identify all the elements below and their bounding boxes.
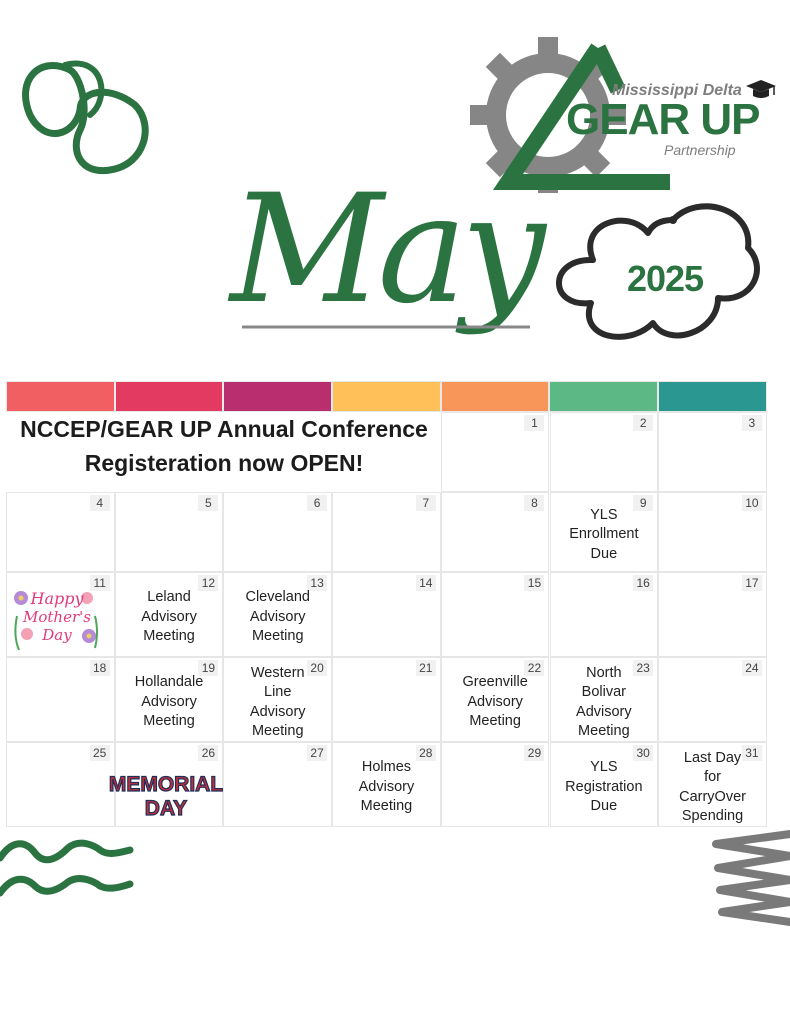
day-number: 7 [416,495,436,511]
day-cell [115,572,224,657]
day-number: 12 [198,575,218,591]
day-number: 9 [633,495,653,511]
year-label: 2025 [626,258,704,299]
event-text: Hollandale Advisory Meeting [134,674,204,730]
day-number: 2 [633,415,653,431]
day-number: 4 [90,495,110,511]
day-number: 17 [742,575,762,591]
sticker-text-day: DAY [144,797,187,820]
day-cell [332,492,441,572]
green-loop-doodle [10,50,160,185]
day-number: 22 [524,660,544,676]
day-number: 16 [633,575,653,591]
day-number: 26 [198,745,218,761]
day-number: 14 [416,575,436,591]
green-zigzag-doodle [0,838,140,900]
day-number: 15 [524,575,544,591]
mothers-day-sticker-icon [11,576,103,654]
memorial-day-sticker-icon [108,769,223,821]
day-number: 21 [416,660,436,676]
month-underline [242,325,532,329]
day-cell [550,742,659,827]
banner-line-2: Registeration now OPEN! [84,450,364,476]
day-cell [441,492,550,572]
event-text: Leland Advisory Meeting [141,589,197,645]
event-text: Last Day for CarryOver Spending [679,749,746,824]
event-text: North Bolivar Advisory Meeting [576,664,632,739]
logo-name-text: GEAR UP [566,95,760,144]
day-cell [332,572,441,657]
day-cell [658,572,767,657]
calendar-grid [6,381,767,412]
day-number: 24 [742,660,762,676]
gray-scribble-doodle [712,826,790,934]
sticker-text-memorial: MEMORIAL [108,773,223,796]
day-cell [115,492,224,572]
day-number: 5 [198,495,218,511]
day-number: 8 [524,495,544,511]
day-cell [223,572,332,657]
event-text: Cleveland Advisory Meeting [245,589,310,645]
color-band-6 [549,381,658,412]
color-band-3 [223,381,332,412]
month-title: May [230,163,540,337]
day-cell [441,657,550,742]
day-number: 27 [307,745,327,761]
day-cell [6,572,115,657]
day-cell [550,412,659,492]
day-number: 29 [524,745,544,761]
day-cell [441,742,550,827]
logo-org-text: Mississippi Delta [612,82,742,99]
color-band-1 [6,381,115,412]
day-number: 13 [307,575,327,591]
day-cell [115,657,224,742]
day-number: 6 [307,495,327,511]
day-cell [6,742,115,827]
sticker-text-1: Happy [30,589,84,608]
day-number: 3 [742,415,762,431]
day-cell [658,492,767,572]
color-header-row [6,381,767,412]
day-number: 11 [90,575,110,591]
day-cell [223,742,332,827]
event-text: YLS Registration Due [565,759,643,815]
day-number: 23 [633,660,653,676]
color-band-5 [441,381,550,412]
banner-line-1: NCCEP/GEAR UP Annual Conference [20,416,428,442]
day-number: 30 [633,745,653,761]
day-cell [332,742,441,827]
sticker-text-3: Day [42,626,72,644]
color-band-2 [115,381,224,412]
day-number: 1 [524,415,544,431]
sticker-text-2: Mother's [23,608,91,626]
event-text: YLS Enrollment Due [569,506,639,562]
day-cell [223,657,332,742]
day-cell [550,572,659,657]
color-band-4 [332,381,441,412]
day-cell [6,492,115,572]
day-cell [550,657,659,742]
day-cell [658,742,767,827]
day-number: 10 [742,495,762,511]
day-number: 31 [742,745,762,761]
day-cell [658,412,767,492]
day-number: 28 [416,745,436,761]
day-cell [441,412,550,492]
event-text: Holmes Advisory Meeting [358,759,415,815]
day-cell [6,657,115,742]
event-text: Greenville Advisory Meeting [462,674,528,730]
day-cell [658,657,767,742]
day-number: 19 [198,660,218,676]
day-cell [550,492,659,572]
conference-banner [6,412,442,492]
day-cell [223,492,332,572]
day-cell [441,572,550,657]
day-cell [332,657,441,742]
day-number: 18 [90,660,110,676]
day-cell [108,742,224,827]
event-text: Western Line Advisory Meeting [249,664,306,739]
logo-sub-text: Partnership [664,142,736,158]
day-number: 25 [90,745,110,761]
color-band-7 [658,381,767,412]
day-number: 20 [307,660,327,676]
